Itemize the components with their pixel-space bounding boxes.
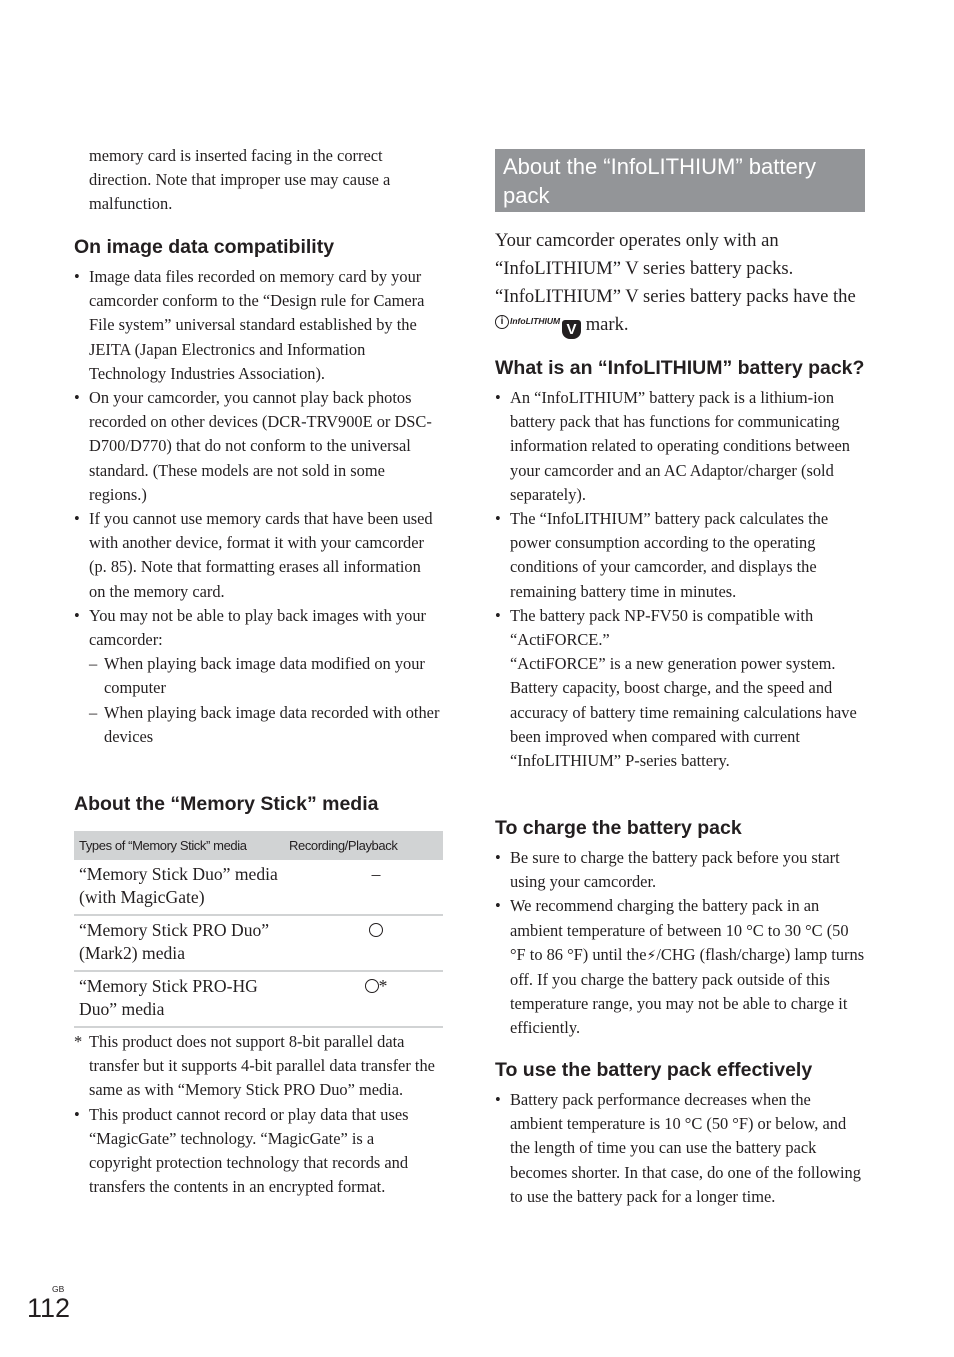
memory-stick-table: [74, 831, 443, 1028]
sub-list-item-text: When playing back image data modified on your computer: [104, 654, 425, 698]
list-item: [495, 846, 867, 894]
footnotes: [74, 1030, 436, 1199]
sub-list-item-text: When playing back image data recorded with other devices: [104, 702, 440, 746]
list-item: [495, 386, 867, 507]
intro-text: [495, 227, 865, 339]
charge-list: [495, 846, 867, 1041]
table-row: [74, 860, 443, 915]
section-title-banner: About the “InfoLITHIUM” battery pack: [495, 149, 865, 212]
list-item: [74, 604, 440, 749]
list-item-text: You may not be able to play back images with your camcorder:: [89, 605, 427, 650]
compat-list: [74, 265, 440, 749]
media-type-cell: “Memory Stick Duo” media (with MagicGate): [74, 860, 284, 915]
circle-icon: [369, 923, 383, 937]
what-list: [495, 386, 867, 773]
compat-heading: On image data compatibility: [74, 236, 335, 258]
compat-sublist: [89, 652, 440, 749]
flash-icon: ⚡: [646, 947, 657, 964]
supported-mark-cell: [284, 971, 443, 1027]
list-item-text: An “InfoLITHIUM” battery pack is a lithium-ion battery pack that has functions for communicating information related to operating conditions between your camcorder and an AC Adaptor/charger (sold separately).: [510, 388, 851, 504]
actiforce-note: “ActiFORCE” is a new generation power system. Battery capacity, boost charge, and the speed and accuracy of battery time remaining calculations have been improved when compared with current “InfoLITHIUM” P-series battery.: [510, 654, 857, 771]
circle-icon: [365, 979, 379, 993]
media-type-cell: “Memory Stick PRO-HG Duo” media: [74, 971, 284, 1027]
effective-list: [495, 1088, 867, 1209]
list-item: [495, 894, 867, 1040]
infolithium-v-logo: [495, 315, 581, 337]
what-heading: What is an “InfoLITHIUM” battery pack?: [495, 357, 865, 379]
list-item: [74, 1103, 436, 1200]
list-item-text: If you cannot use memory cards that have been used with another device, format it with your camcorder (p. 85). Note that formatting erases all information on the memory card.: [89, 509, 433, 601]
list-item-text: Battery pack performance decreases when the ambient temperature is 10 °C (50 °F) or below, and the length of time you can use the battery pack becomes shorter. In that case, do one of the following to use the battery pack for a longer time.: [510, 1090, 861, 1206]
footnote-star: [74, 1030, 436, 1103]
dash-mark: –: [284, 860, 443, 915]
list-item: [74, 386, 440, 507]
supported-mark-cell: [284, 915, 443, 971]
sub-list-item: [89, 701, 440, 749]
media-type-cell: “Memory Stick PRO Duo” (Mark2) media: [74, 915, 284, 971]
intro-text-end: mark.: [585, 314, 629, 335]
v-series-badge: V: [562, 320, 581, 339]
info-i-icon: i: [495, 315, 509, 329]
continuation-text: memory card is inserted facing in the correct direction. Note that improper use may cause a malfunction.: [89, 146, 391, 214]
memory-stick-heading: About the “Memory Stick” media: [74, 793, 379, 815]
list-item: [495, 507, 867, 604]
list-item-text: We recommend charging the battery pack in an ambient temperature of between 10 °C to 30 °C (50 °F to 86 °F) until the: [510, 896, 849, 964]
table-header-row: [74, 831, 443, 860]
list-item-text: On your camcorder, you cannot play back photos recorded on other devices (DCR-TRV900E or DSC-D700/D770) that do not conform to the universal standard. (These models are not sold in some regions.): [89, 388, 432, 504]
footnote-star-text: This product does not support 8-bit parallel data transfer but it supports 4-bit parallel data transfer the same as with “Memory Stick PRO Duo” media.: [89, 1032, 435, 1100]
list-item-text-end: /CHG (flash/charge) lamp turns off. If you charge the battery pack outside of this temperature range, you may not be able to charge it efficiently.: [510, 944, 865, 1038]
list-item: [74, 265, 440, 386]
table-row: [74, 971, 443, 1027]
intro-text-start: Your camcorder operates only with an “InfoLITHIUM” V series battery packs. “InfoLITHIUM” V series battery packs have the: [495, 230, 856, 307]
table-row: [74, 915, 443, 971]
logo-brand-text: InfoLITHIUM: [510, 316, 561, 326]
header-media-type: Types of “Memory Stick” media: [74, 831, 284, 860]
list-item-text: The battery pack NP-FV50 is compatible with “ActiFORCE.”: [510, 605, 814, 650]
effective-heading: To use the battery pack effectively: [495, 1059, 813, 1081]
language-label: GB: [52, 1284, 65, 1294]
list-item: [495, 604, 867, 773]
list-item-text: This product cannot record or play data that uses “MagicGate” technology. “MagicGate” is a copyright protection technology that records and transfers the contents in an encrypted format.: [89, 1104, 409, 1197]
footnote-asterisk: *: [378, 976, 388, 996]
sub-list-item: [89, 652, 440, 700]
list-item-text: Image data files recorded on memory card by your camcorder conform to the “Design rule for Camera File system” universal standard established by the JEITA (Japan Electronics and Information Technology Industries Association).: [89, 267, 425, 383]
header-recording-playback: Recording/Playback: [284, 831, 443, 860]
charge-heading: To charge the battery pack: [495, 817, 742, 839]
list-item-text: The “InfoLITHIUM” battery pack calculates the power consumption according to the operating conditions of your camcorder, and displays the remaining battery time in minutes.: [510, 509, 829, 601]
page-number: 112: [27, 1293, 71, 1323]
list-item-text: Be sure to charge the battery pack before you start using your camcorder.: [510, 848, 840, 892]
list-item: [74, 507, 440, 604]
list-item: [495, 1088, 867, 1209]
